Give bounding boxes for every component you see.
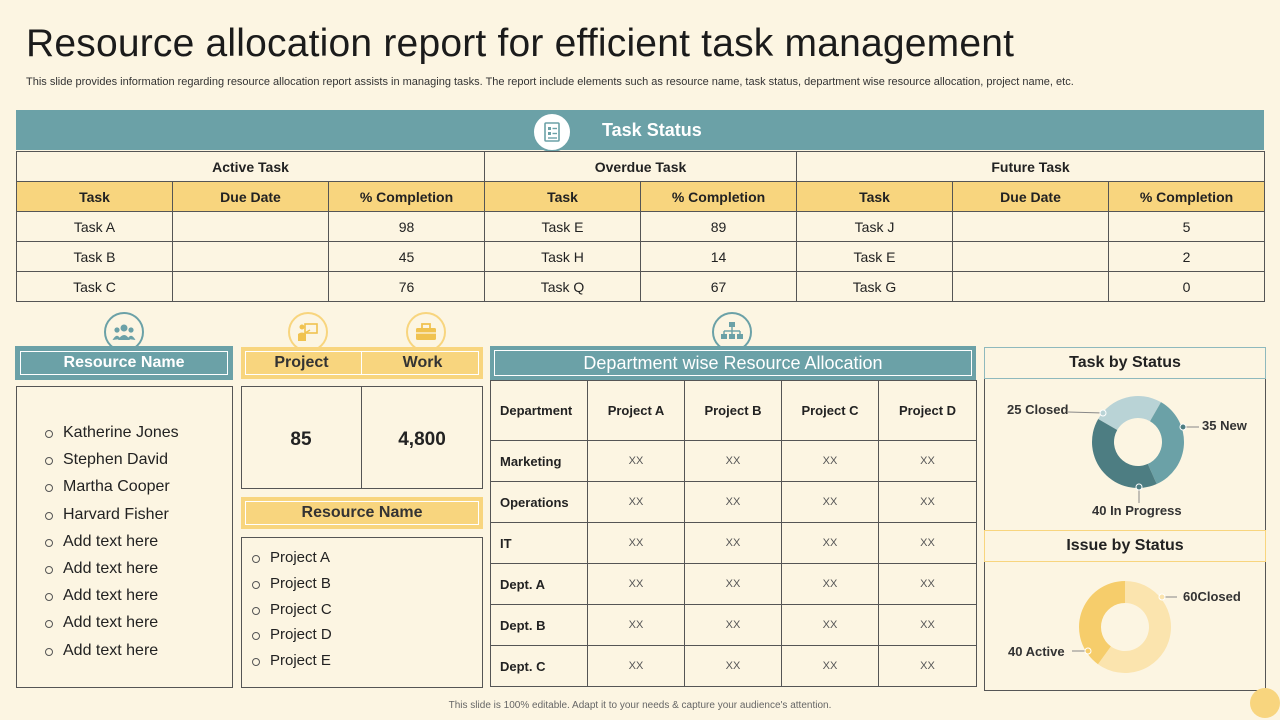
table-row xyxy=(17,242,1265,272)
project-label: Project xyxy=(274,354,329,371)
row-header: Operations xyxy=(491,482,588,523)
page-title: Resource allocation report for efficient task management xyxy=(26,22,1015,65)
table-cell: XX xyxy=(588,482,685,523)
column-header: Due Date xyxy=(173,182,329,212)
table-cell xyxy=(953,242,1109,272)
resource-list xyxy=(45,423,179,668)
table-cell: XX xyxy=(588,564,685,605)
table-row xyxy=(491,523,977,564)
table-cell: 89 xyxy=(641,212,797,242)
table-cell: Task E xyxy=(797,242,953,272)
table-cell: 2 xyxy=(1109,242,1265,272)
project-work-header xyxy=(241,347,483,379)
list-item: Add text here xyxy=(45,613,179,640)
chart-leader-lines xyxy=(984,347,1266,691)
list-item: Project D xyxy=(252,626,332,652)
table-cell: 14 xyxy=(641,242,797,272)
briefcase-icon xyxy=(406,312,446,352)
team-icon xyxy=(104,312,144,352)
table-cell: 76 xyxy=(329,272,485,302)
list-item: Add text here xyxy=(45,559,179,586)
label-new-tasks: 35 New xyxy=(1202,418,1247,433)
project-resource-header: Resource Name xyxy=(241,497,483,529)
list-item: Add text here xyxy=(45,586,179,613)
list-item: Project E xyxy=(252,652,332,678)
column-header: % Completion xyxy=(1109,182,1265,212)
label-in-progress-tasks: 40 In Progress xyxy=(1092,503,1182,518)
table-cell: XX xyxy=(782,646,879,687)
row-header: IT xyxy=(491,523,588,564)
table-cell: XX xyxy=(588,523,685,564)
column-header: Task xyxy=(17,182,173,212)
task-status-table xyxy=(16,151,1265,302)
table-cell: Task G xyxy=(797,272,953,302)
table-cell: XX xyxy=(588,441,685,482)
work-label: Work xyxy=(402,354,443,371)
table-cell: XX xyxy=(588,646,685,687)
table-cell: Task E xyxy=(485,212,641,242)
task-by-status-header: Task by Status xyxy=(984,347,1266,379)
list-item: Stephen David xyxy=(45,450,179,477)
column-header: Task xyxy=(485,182,641,212)
column-header: % Completion xyxy=(329,182,485,212)
table-cell: 5 xyxy=(1109,212,1265,242)
row-header: Dept. C xyxy=(491,646,588,687)
issue-by-status-header: Issue by Status xyxy=(984,530,1266,562)
group-future-task: Future Task xyxy=(797,152,1265,182)
row-header: Marketing xyxy=(491,441,588,482)
table-cell: XX xyxy=(685,646,782,687)
table-row xyxy=(491,605,977,646)
table-cell: Task Q xyxy=(485,272,641,302)
table-cell: XX xyxy=(685,441,782,482)
decorative-dot xyxy=(1250,688,1280,718)
table-cell: XX xyxy=(782,564,879,605)
table-cell: XX xyxy=(685,564,782,605)
column-header: Department xyxy=(491,381,588,441)
table-cell: 45 xyxy=(329,242,485,272)
dept-allocation-table xyxy=(490,380,977,687)
table-cell: XX xyxy=(782,605,879,646)
table-cell: Task C xyxy=(17,272,173,302)
resource-name-header: Resource Name xyxy=(16,347,232,379)
table-cell xyxy=(953,272,1109,302)
group-overdue-task: Overdue Task xyxy=(485,152,797,182)
table-row xyxy=(491,646,977,687)
task-group-row xyxy=(17,152,1265,182)
table-row xyxy=(17,272,1265,302)
page-subtitle: This slide provides information regarding resource allocation report assists in managing tasks. The report include elements such as resource name, task status, department wise resource allocation, project name, etc. xyxy=(26,76,1074,88)
table-cell: XX xyxy=(685,605,782,646)
table-row xyxy=(17,212,1265,242)
dept-header-row xyxy=(491,381,977,441)
table-cell xyxy=(173,212,329,242)
table-cell: XX xyxy=(879,564,977,605)
list-item: Add text here xyxy=(45,532,179,559)
row-header: Dept. A xyxy=(491,564,588,605)
task-status-title: Task Status xyxy=(602,120,702,140)
table-cell: XX xyxy=(685,523,782,564)
table-row xyxy=(491,441,977,482)
list-item: Project B xyxy=(252,575,332,601)
column-header: Task xyxy=(797,182,953,212)
dept-allocation-header: Department wise Resource Allocation xyxy=(490,346,976,380)
table-cell: XX xyxy=(782,523,879,564)
list-item: Project A xyxy=(252,549,332,575)
label-active-issues: 40 Active xyxy=(1008,644,1065,659)
table-cell: XX xyxy=(879,605,977,646)
list-item: Project C xyxy=(252,601,332,627)
presentation-icon xyxy=(288,312,328,352)
table-row xyxy=(491,564,977,605)
table-cell xyxy=(173,242,329,272)
label-closed-tasks: 25 Closed xyxy=(1007,402,1069,417)
table-cell: XX xyxy=(782,441,879,482)
column-header: % Completion xyxy=(641,182,797,212)
column-header: Project C xyxy=(782,381,879,441)
table-cell xyxy=(953,212,1109,242)
table-cell: 98 xyxy=(329,212,485,242)
project-count: 85 xyxy=(290,429,312,450)
table-cell: Task H xyxy=(485,242,641,272)
row-header: Dept. B xyxy=(491,605,588,646)
footer-note: This slide is 100% editable. Adapt it to your needs & capture your audience's attention. xyxy=(448,700,832,711)
table-cell: XX xyxy=(588,605,685,646)
table-cell: Task A xyxy=(17,212,173,242)
checklist-icon xyxy=(532,112,572,152)
table-cell: XX xyxy=(782,482,879,523)
project-list xyxy=(252,549,332,678)
list-item: Martha Cooper xyxy=(45,477,179,504)
column-header: Project D xyxy=(879,381,977,441)
column-header: Project B xyxy=(685,381,782,441)
task-header-row xyxy=(17,182,1265,212)
table-cell: Task J xyxy=(797,212,953,242)
task-status-banner xyxy=(16,110,1264,150)
table-cell: XX xyxy=(879,482,977,523)
column-header: Due Date xyxy=(953,182,1109,212)
group-active-task: Active Task xyxy=(17,152,485,182)
list-item: Add text here xyxy=(45,641,179,668)
table-cell xyxy=(173,272,329,302)
table-cell: 0 xyxy=(1109,272,1265,302)
label-closed-issues: 60Closed xyxy=(1183,589,1241,604)
list-item: Harvard Fisher xyxy=(45,505,179,532)
list-item: Katherine Jones xyxy=(45,423,179,450)
table-row xyxy=(491,482,977,523)
column-header: Project A xyxy=(588,381,685,441)
table-cell: XX xyxy=(879,523,977,564)
work-count: 4,800 xyxy=(398,429,446,450)
table-cell: XX xyxy=(685,482,782,523)
table-cell: Task B xyxy=(17,242,173,272)
table-cell: 67 xyxy=(641,272,797,302)
table-cell: XX xyxy=(879,441,977,482)
table-cell: XX xyxy=(879,646,977,687)
